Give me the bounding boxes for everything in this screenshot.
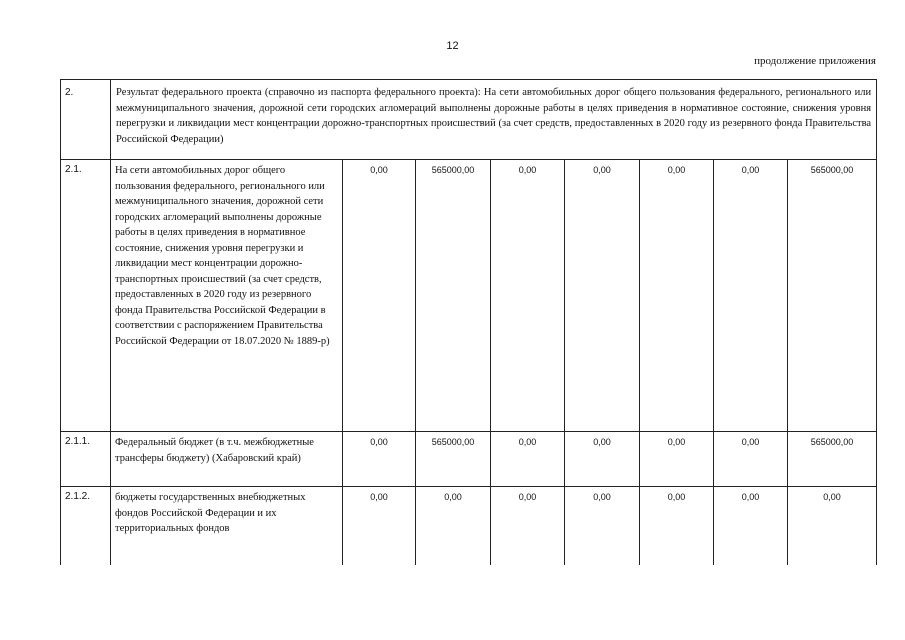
budget-table xyxy=(60,79,877,565)
row-value: 0,00 xyxy=(788,487,877,565)
row-value: 0,00 xyxy=(491,432,565,487)
row-value: 0,00 xyxy=(343,432,416,487)
row-value: 0,00 xyxy=(491,160,565,432)
row-name: Федеральный бюджет (в т.ч. межбюджетные трансферы бюджету) (Хабаровский край) xyxy=(111,432,343,487)
row-value: 0,00 xyxy=(714,160,788,432)
table-row xyxy=(61,160,877,432)
page-number: 12 xyxy=(446,40,459,52)
row-value: 565000,00 xyxy=(788,160,877,432)
row-value: 0,00 xyxy=(714,432,788,487)
row-value: 0,00 xyxy=(640,487,714,565)
row-code: 2.1.2. xyxy=(61,487,111,565)
continuation-label: продолжение приложения xyxy=(754,55,876,67)
row-value: 0,00 xyxy=(343,487,416,565)
row-value: 0,00 xyxy=(565,432,640,487)
row-name: бюджеты государственных внебюджетных фондов Российской Федерации и их территориальных фондов xyxy=(111,487,343,565)
row-code: 2.1.1. xyxy=(61,432,111,487)
row-value: 0,00 xyxy=(491,487,565,565)
row-value: 0,00 xyxy=(640,432,714,487)
section-row xyxy=(61,80,877,160)
row-value: 565000,00 xyxy=(788,432,877,487)
section-text: Результат федерального проекта (справочно из паспорта федерального проекта): На сети автомобильных дорог общего пользования федерального, регионального или межмуниципального значения, дорожной сети городских агломераций выполнены дорожные работы в целях приведения в нормативное состояние, снижения уровня перегрузки и ликвидации мест концентрации дорожно-транспортных происшествий (за счет средств, предоставленных в 2020 году из резервного фонда Правительства Российской Федерации) xyxy=(111,80,877,160)
table-row xyxy=(61,432,877,487)
row-name: На сети автомобильных дорог общего пользования федерального, регионального или межмуниципального значения, дорожной сети городских агломераций выполнены дорожные работы в целях приведения в нормативное состояние, снижения уровня перегрузки и ликвидации мест концентрации дорожно-транспортных происшествий (за счет средств, предоставленных в 2020 году из резервного фонда Правительства Российской Федерации в соответствии с распоряжением Правительства Российской Федерации от 18.07.2020 № 1889-р) xyxy=(111,160,343,432)
row-code: 2.1. xyxy=(61,160,111,432)
section-code: 2. xyxy=(61,80,111,160)
row-value: 0,00 xyxy=(640,160,714,432)
table-row xyxy=(61,487,877,565)
row-value: 0,00 xyxy=(416,487,491,565)
row-value: 0,00 xyxy=(343,160,416,432)
row-value: 565000,00 xyxy=(416,432,491,487)
row-value: 0,00 xyxy=(714,487,788,565)
row-value: 0,00 xyxy=(565,160,640,432)
row-value: 565000,00 xyxy=(416,160,491,432)
row-value: 0,00 xyxy=(565,487,640,565)
